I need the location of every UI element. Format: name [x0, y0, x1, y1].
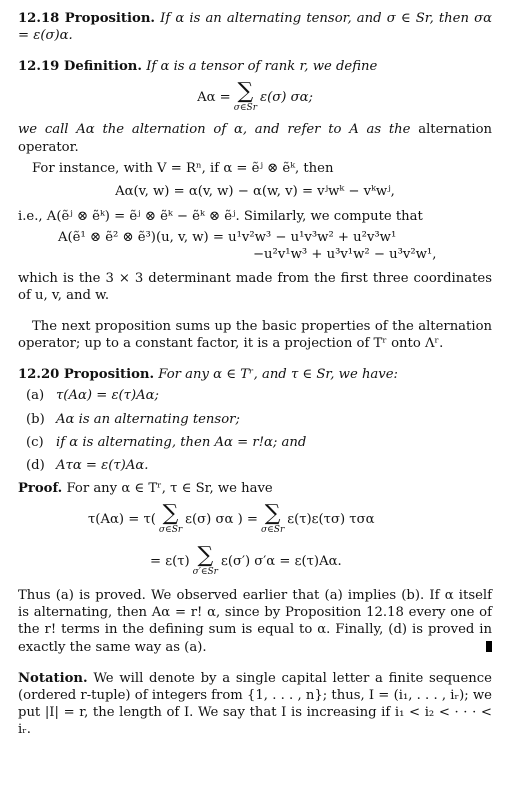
page [18, 10, 492, 742]
item-text: Aα is an alternating tensor; [56, 411, 240, 427]
item-label: (a) [26, 388, 45, 404]
definition-followup [18, 121, 492, 155]
instance-equation-2 [58, 229, 492, 263]
summation-sign: ∑ σ∈Sr [233, 79, 258, 114]
list-item-d [26, 457, 492, 474]
proof-eq-row1-rhs: ε(τ)ε(τσ) τσα [287, 511, 375, 527]
definition-text: If α is a tensor of rank r, we define [146, 59, 378, 75]
item-label: (d) [26, 457, 45, 473]
proof-conclusion-text: Thus (a) is proved. We observed earlier that (a) implies (b). If α itself is alternating, then Aα = r! α, since by Proposition 12.18 every one of the r! terms in the defining sum is equal to α. Finally, (d) is proved in exactly the same way as (a). [18, 588, 492, 655]
summation-sign: ∑ σ∈Sr [260, 501, 285, 536]
proof-text: For any α ∈ Tʳ, τ ∈ Sr, we have [66, 480, 273, 496]
summation-subscript: σ∈Sr [158, 525, 183, 536]
summation-subscript: σ′∈Sr [192, 567, 218, 578]
summation-sign: ∑ σ∈Sr [158, 501, 183, 536]
proof-conclusion [18, 587, 492, 656]
definition-12-19 [18, 58, 492, 75]
list-item-a [26, 387, 492, 404]
proof-label: Proof. [18, 480, 63, 496]
proof-eq-row1-lhs: τ(Aα) = τ( [88, 511, 156, 527]
summation-sign: ∑ σ′∈Sr [192, 543, 218, 578]
list-item-c [26, 434, 492, 451]
proof-equation-row-1 [88, 503, 492, 535]
item-label: (b) [26, 411, 45, 427]
equation-2-line-b: −u²v¹w³ + u³v¹w² − u³v²w¹, [253, 247, 437, 263]
item-text: Aτα = ε(τ)Aα. [56, 457, 149, 473]
proposition-20-label: 12.20 Proposition. [18, 367, 155, 383]
proof-eq-row2-rhs: ε(σ′) σ′α = ε(τ)Aα. [221, 553, 342, 569]
instance-equation-1: Aα(v, w) = α(v, w) − α(w, v) = vʲwᵏ − vᵏwʲ, [115, 183, 395, 199]
item-text: if α is alternating, then Aα = r!α; and [56, 434, 307, 450]
alternation-equation [18, 81, 492, 113]
proposition-20-text: For any α ∈ Tʳ, and τ ∈ Sr, we have: [158, 367, 398, 383]
equation-2-line-a: A(ẽ¹ ⊗ ẽ² ⊗ ẽ³)(u, v, w) = u¹v²w³ − u¹v³w² + u²v³w¹ [58, 230, 397, 246]
proposition-label: 12.18 Proposition. [18, 11, 155, 26]
proof-equations [88, 503, 492, 577]
followup-a: we call Aα [18, 122, 95, 138]
instance-line-3: which is the 3 × 3 determinant made from the first three coordinates of u, v, and w. [18, 270, 492, 303]
instance-line-1: For instance, with V = Rⁿ, if α = ẽʲ ⊗ ẽᵏ, then [32, 160, 334, 176]
qed-box-icon [486, 641, 492, 652]
proof-equation-row-2 [150, 545, 492, 577]
proposition-12-18 [18, 10, 492, 44]
notation [18, 670, 492, 739]
followup-b: the alternation of α, and refer to A as the [102, 122, 411, 138]
proposition-12-20 [18, 366, 492, 383]
list-item-b [26, 411, 492, 428]
next-proposition-paragraph: The next proposition sums up the basic properties of the alternation operator; up to a constant factor, it is a projection of Tʳ onto Λʳ. [18, 318, 492, 352]
proposition-text: If α is an alternating tensor, and σ ∈ Sr, then σα = ε(σ)α. [18, 11, 492, 44]
item-label: (c) [26, 434, 44, 450]
notation-text: We will denote by a single capital letter a finite sequence (ordered r-tuple) of integers from {1, . . . , n}; thus, I = (i₁, . . . , iᵣ); we put |I| = r, the length of I. We say that I is increasing if i₁ < i₂ < · · · < iᵣ. [18, 670, 492, 738]
item-text: τ(Aα) = ε(τ)Aα; [56, 388, 159, 404]
notation-label: Notation. [18, 670, 88, 686]
equation-rhs: ε(σ) σα; [260, 89, 313, 105]
instance-line-2: i.e., A(ẽʲ ⊗ ẽᵏ) = ẽʲ ⊗ ẽᵏ − ẽᵏ ⊗ ẽʲ. Similarly, we compute that [18, 209, 423, 225]
definition-label: 12.19 Definition. [18, 59, 142, 75]
proof-eq-row1-mid: ε(σ) σα ) = [185, 511, 258, 527]
proof-eq-row2-lhs: = ε(τ) [150, 553, 190, 569]
equation-lhs: Aα = [197, 89, 231, 105]
summation-subscript: σ∈Sr [233, 103, 258, 114]
proof [18, 480, 492, 497]
followup-c: alternation operator. [18, 122, 493, 155]
summation-subscript: σ∈Sr [260, 525, 285, 536]
